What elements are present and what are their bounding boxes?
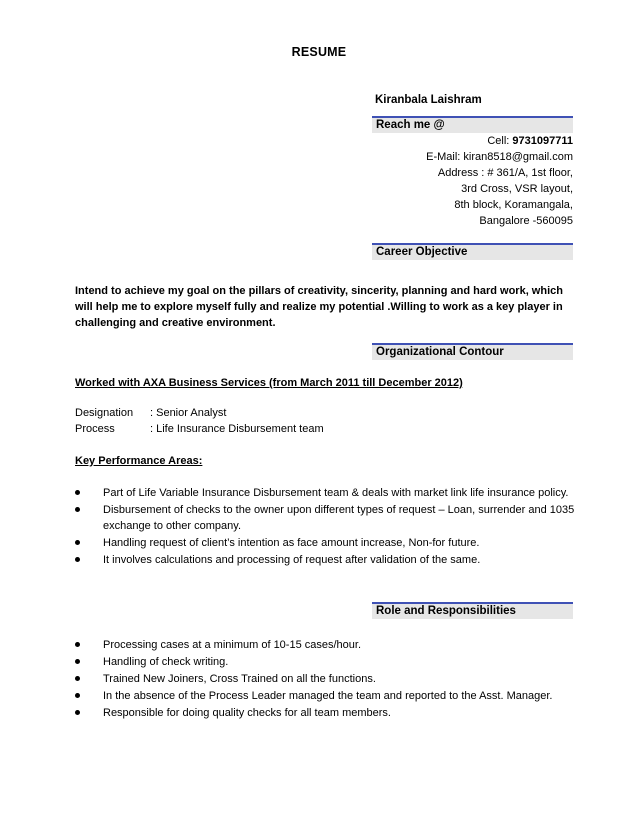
- address-line-2: 3rd Cross, VSR layout,: [461, 183, 573, 195]
- designation-row: [75, 407, 226, 419]
- list-item: Processing cases at a minimum of 10-15 cases/hour.: [75, 637, 575, 653]
- roles-list: [75, 637, 575, 722]
- reach-me-heading: Reach me @: [372, 116, 573, 133]
- bullet-icon: [75, 676, 80, 681]
- designation-label: Designation: [75, 407, 134, 419]
- address-line-3: 8th block, Koramangala,: [454, 199, 573, 211]
- process-row: [75, 423, 324, 435]
- bullet-icon: [75, 540, 80, 545]
- list-item: Trained New Joiners, Cross Trained on all the functions.: [75, 671, 575, 687]
- job-title: Worked with AXA Business Services (from March 2011 till December 2012): [75, 377, 463, 389]
- candidate-name: Kiranbala Laishram: [375, 94, 482, 106]
- bullet-icon: [75, 490, 80, 495]
- address-line-1: Address : # 361/A, 1st floor,: [437, 167, 573, 179]
- cell-line: Cell: 9731097711: [487, 135, 573, 147]
- contact-block: [426, 133, 573, 229]
- key-performance-list: [75, 485, 575, 569]
- email-line: E-Mail: kiran8518@gmail.com: [426, 151, 573, 163]
- list-item: In the absence of the Process Leader managed the team and reported to the Asst. Manager.: [75, 688, 575, 704]
- bullet-icon: [75, 710, 80, 715]
- list-item: Part of Life Variable Insurance Disbursement team & deals with market link life insurance policy.: [75, 485, 575, 501]
- designation-value: : Senior Analyst: [150, 407, 227, 419]
- list-item: Disbursement of checks to the owner upon different types of request – Loan, surrender and 1035 exchange to other company.: [75, 502, 575, 534]
- organizational-contour-heading: Organizational Contour: [372, 343, 573, 360]
- list-item: Handling of check writing.: [75, 654, 575, 670]
- process-label: Process: [75, 423, 115, 435]
- bullet-icon: [75, 693, 80, 698]
- address-line-4: Bangalore -560095: [479, 215, 573, 227]
- list-item: Responsible for doing quality checks for all team members.: [75, 705, 575, 721]
- career-objective-text: Intend to achieve my goal on the pillars of creativity, sincerity, planning and hard work, which will help me to explore myself fully and realize my potential .Willing to work as a key player in challenging and creative environment.: [75, 285, 563, 329]
- list-item: It involves calculations and processing of request after validation of the same.: [75, 552, 575, 568]
- list-item: Handling request of client’s intention as face amount increase, Non-for future.: [75, 535, 575, 551]
- career-objective-heading: Career Objective: [372, 243, 573, 260]
- bullet-icon: [75, 642, 80, 647]
- key-performance-title: Key Performance Areas:: [75, 455, 203, 467]
- cell-number: 9731097711: [512, 135, 573, 147]
- role-responsibilities-heading: Role and Responsibilities: [372, 602, 573, 619]
- bullet-icon: [75, 507, 80, 512]
- bullet-icon: [75, 557, 80, 562]
- process-value: : Life Insurance Disbursement team: [150, 423, 324, 435]
- bullet-icon: [75, 659, 80, 664]
- page-title: RESUME: [291, 45, 347, 59]
